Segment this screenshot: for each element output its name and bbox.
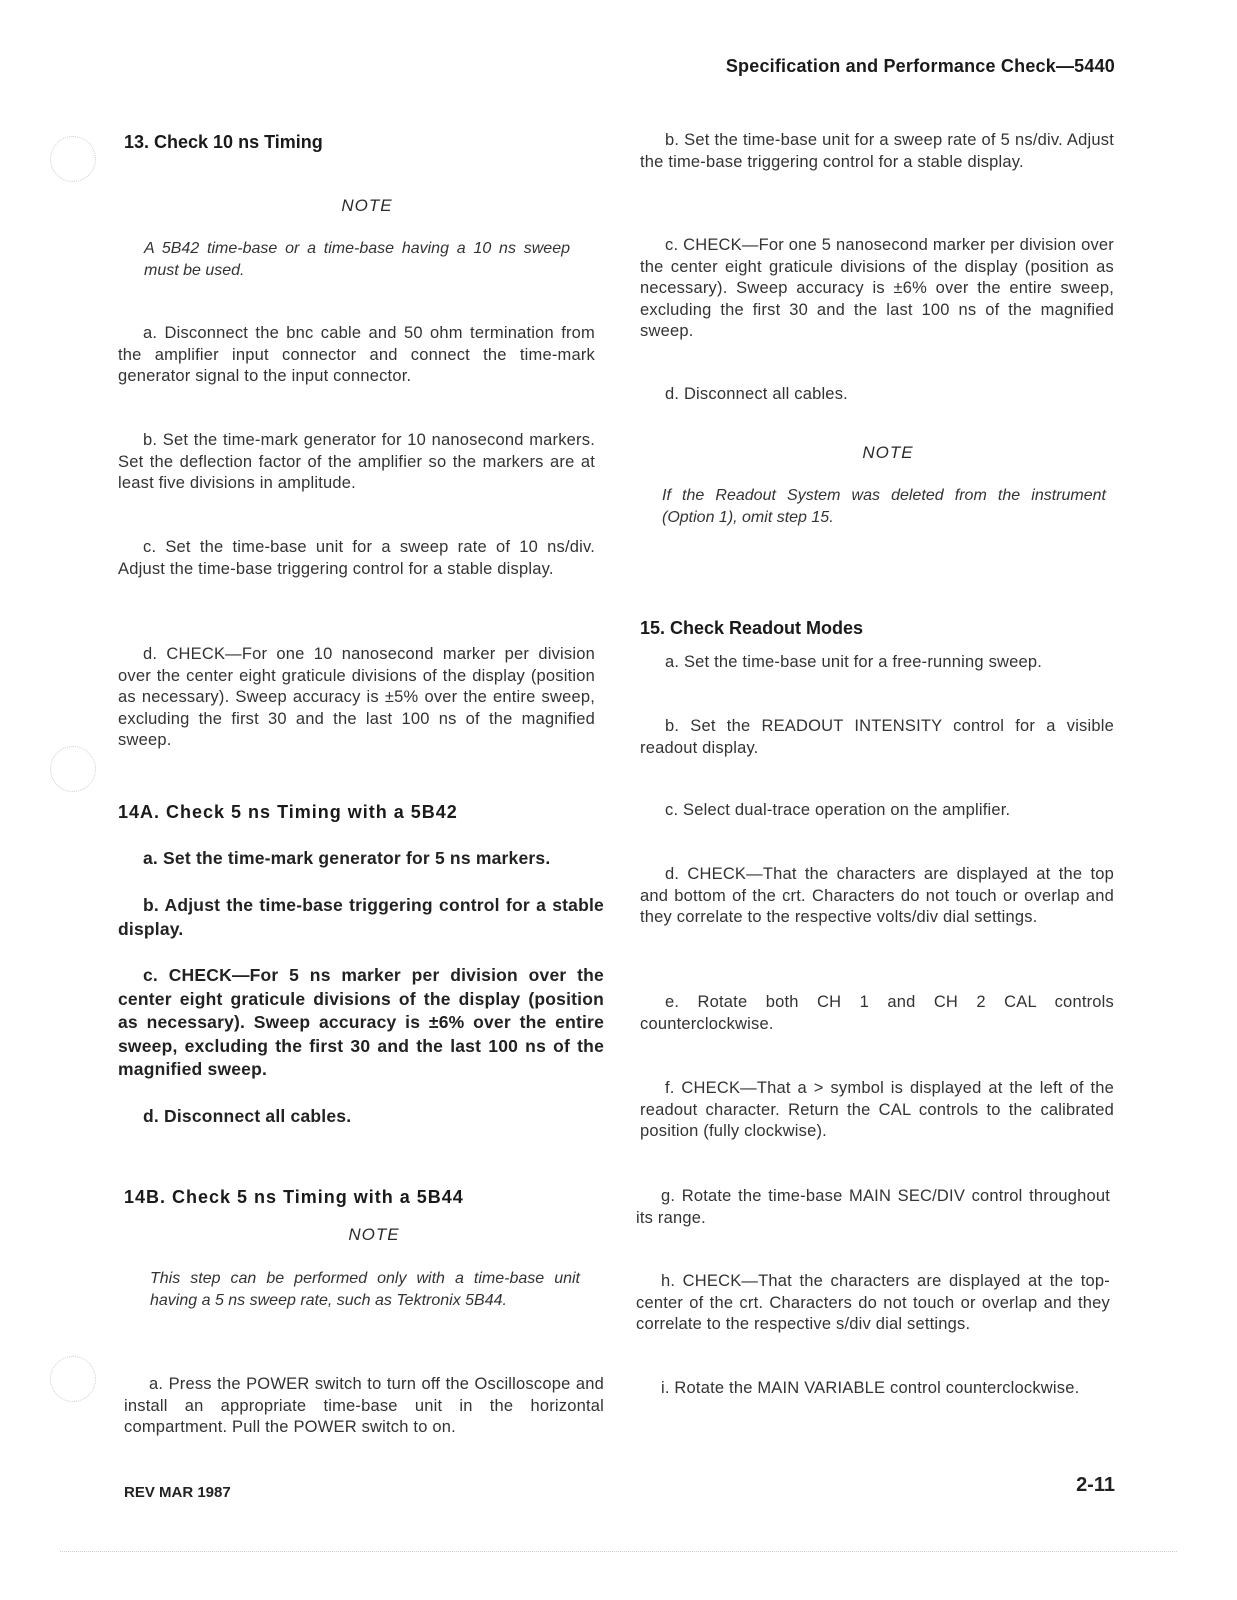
step-14b-b: b. Set the time-base unit for a sweep rate of 5 ns/div. Adjust the time-base triggering control for a stable display. <box>640 131 1114 171</box>
step-15-b: b. Set the READOUT INTENSITY control for a visible readout display. <box>640 717 1114 757</box>
step-13-heading: 13. Check 10 ns Timing <box>124 132 323 152</box>
step-13-b: b. Set the time-mark generator for 10 nanosecond markers. Set the deflection factor of the amplifier so the markers are at least five divisions in amplitude. <box>118 431 595 492</box>
step-14b-c: c. CHECK—For one 5 nanosecond marker per division over the center eight graticule divisions of the display (position as necessary). Sweep accuracy is ±6% over the entire sweep, excluding the first 30 and the last 100 ns of the magnified sweep. <box>640 236 1114 340</box>
step-15-heading: 15. Check Readout Modes <box>640 618 864 638</box>
step-14a-c: c. CHECK—For 5 ns marker per division over the center eight graticule divisions of the display (position as necessary). Sweep accuracy is ±6% over the entire sweep, excluding the first 30 and the last 100 ns of the magnified sweep. <box>118 965 604 1079</box>
step-14a-d: d. Disconnect all cables. <box>143 1106 352 1126</box>
binder-hole-bottom <box>50 1356 96 1402</box>
binder-hole-middle <box>50 746 96 792</box>
page-header: Specification and Performance Check—5440 <box>725 56 1115 76</box>
step-14b-note2-title: NOTE <box>862 443 914 462</box>
step-15-h: h. CHECK—That the characters are displayed at the top-center of the crt. Characters do not touch or overlap and they correlate to the respective s/div dial settings. <box>636 1272 1110 1333</box>
step-15-a: a. Set the time-base unit for a free-running sweep. <box>665 653 1043 671</box>
step-15-f: f. CHECK—That a > symbol is displayed at the left of the readout character. Return the CAL controls to the calibrated position (fully clockwise). <box>640 1079 1114 1140</box>
step-13-d: d. CHECK—For one 10 nanosecond marker per division over the center eight graticule divisions of the display (position as necessary). Sweep accuracy is ±5% over the entire sweep, excluding the first 30 and the last 100 ns of the magnified sweep. <box>118 645 595 749</box>
step-15-e: e. Rotate both CH 1 and CH 2 CAL controls counterclockwise. <box>640 993 1114 1033</box>
step-14b-note2: If the Readout System was deleted from the instrument (Option 1), omit step 15. <box>662 487 1106 526</box>
step-14b-d: d. Disconnect all cables. <box>665 385 848 403</box>
revision-date: REV MAR 1987 <box>124 1484 231 1501</box>
step-13-note: A 5B42 time-base or a time-base having a 10 ns sweep must be used. <box>144 240 570 279</box>
step-15-d: d. CHECK—That the characters are displayed at the top and bottom of the crt. Characters do not touch or overlap and they correlate to the respective volts/div dial settings. <box>640 865 1114 926</box>
step-14a-heading: 14A. Check 5 ns Timing with a 5B42 <box>118 802 458 822</box>
step-13-a: a. Disconnect the bnc cable and 50 ohm termination from the amplifier input connector and connect the time-mark generator signal to the input connector. <box>118 324 595 385</box>
binder-hole-top <box>50 136 96 182</box>
step-14b-note-title: NOTE <box>348 1225 400 1244</box>
step-14b-a: a. Press the POWER switch to turn off the Oscilloscope and install an appropriate time-base unit in the horizontal compartment. Pull the POWER switch to on. <box>124 1375 604 1436</box>
bottom-edge-dots <box>60 1551 1177 1552</box>
step-14b-heading: 14B. Check 5 ns Timing with a 5B44 <box>124 1187 464 1207</box>
step-14a-a: a. Set the time-mark generator for 5 ns markers. <box>143 848 551 868</box>
step-14a-b: b. Adjust the time-base triggering control for a stable display. <box>118 895 604 939</box>
step-15-i: i. Rotate the MAIN VARIABLE control counterclockwise. <box>661 1379 1080 1397</box>
page-number: 2-11 <box>1076 1474 1115 1496</box>
step-13-note-title: NOTE <box>341 196 393 215</box>
step-15-c: c. Select dual-trace operation on the amplifier. <box>665 801 1011 819</box>
step-14b-note: This step can be performed only with a time-base unit having a 5 ns sweep rate, such as Tektronix 5B44. <box>150 1270 580 1309</box>
step-13-c: c. Set the time-base unit for a sweep rate of 10 ns/div. Adjust the time-base triggering control for a stable display. <box>118 538 595 578</box>
step-15-g: g. Rotate the time-base MAIN SEC/DIV control throughout its range. <box>636 1187 1110 1227</box>
